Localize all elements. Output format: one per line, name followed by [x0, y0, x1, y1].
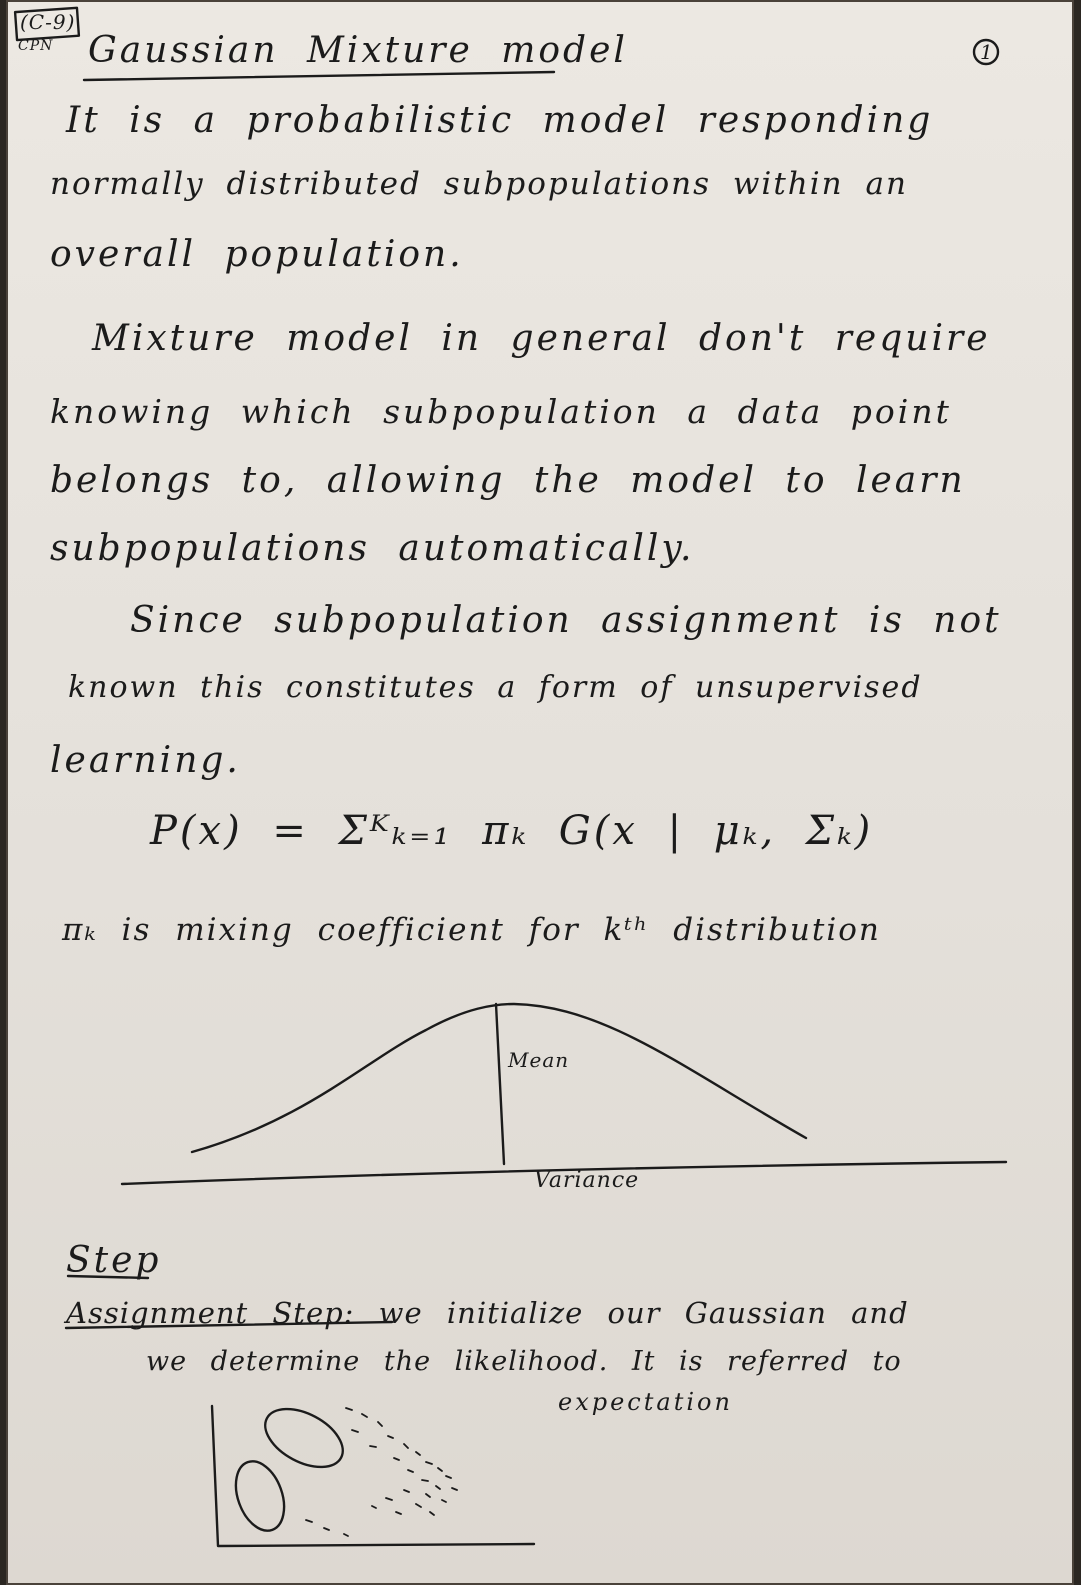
formula-note: πₖ is mixing coefficient for kᵗʰ distribution [62, 912, 881, 948]
cluster-ellipse-upper [256, 1397, 353, 1479]
assignment-line: Assignment Step: we initialize our Gaussian and [66, 1296, 909, 1330]
cluster-plot-axes [212, 1406, 534, 1546]
text-line-10: learning. [50, 740, 241, 781]
text-line-9: known this constitutes a form of unsupervised [68, 670, 923, 705]
ink-drawings [6, 0, 1074, 1585]
corner-code: (C-9) [20, 10, 76, 34]
corner-tag: CPN [18, 38, 54, 54]
mean-line [496, 1004, 504, 1164]
gmm-formula: P(x) = Σᴷₖ₌₁ πₖ G(x | μₖ, Σₖ) [150, 808, 874, 854]
likelihood-line: we determine the likelihood. It is referred to [146, 1346, 902, 1377]
text-line-4: Mixture model in general don't require [92, 318, 991, 359]
text-line-2: normally distributed subpopulations within an [50, 166, 908, 202]
step-underline [68, 1276, 148, 1278]
title-underline [84, 72, 554, 80]
text-line-1: It is a probabilistic model responding [66, 100, 934, 141]
bell-baseline [122, 1162, 1006, 1184]
mean-label: Mean [508, 1048, 570, 1072]
text-line-8: Since subpopulation assignment is not [130, 600, 1002, 641]
text-line-7: subpopulations automatically. [50, 528, 695, 569]
text-line-3: overall population. [50, 234, 464, 275]
step-heading: Step [66, 1240, 162, 1281]
assignment-underline [66, 1322, 392, 1328]
text-line-6: belongs to, allowing the model to learn [50, 460, 966, 501]
text-line-5: knowing which subpopulation a data point [50, 392, 952, 431]
variance-label: Variance [534, 1168, 640, 1193]
page-number: 1 [980, 40, 994, 64]
notebook-page [6, 0, 1074, 1585]
corner-code-box [15, 8, 79, 40]
expectation-line: expectation [558, 1388, 733, 1416]
page-number-circle [974, 40, 998, 64]
cluster-ellipse-lower [227, 1455, 293, 1538]
page-title: Gaussian Mixture model [88, 30, 628, 71]
